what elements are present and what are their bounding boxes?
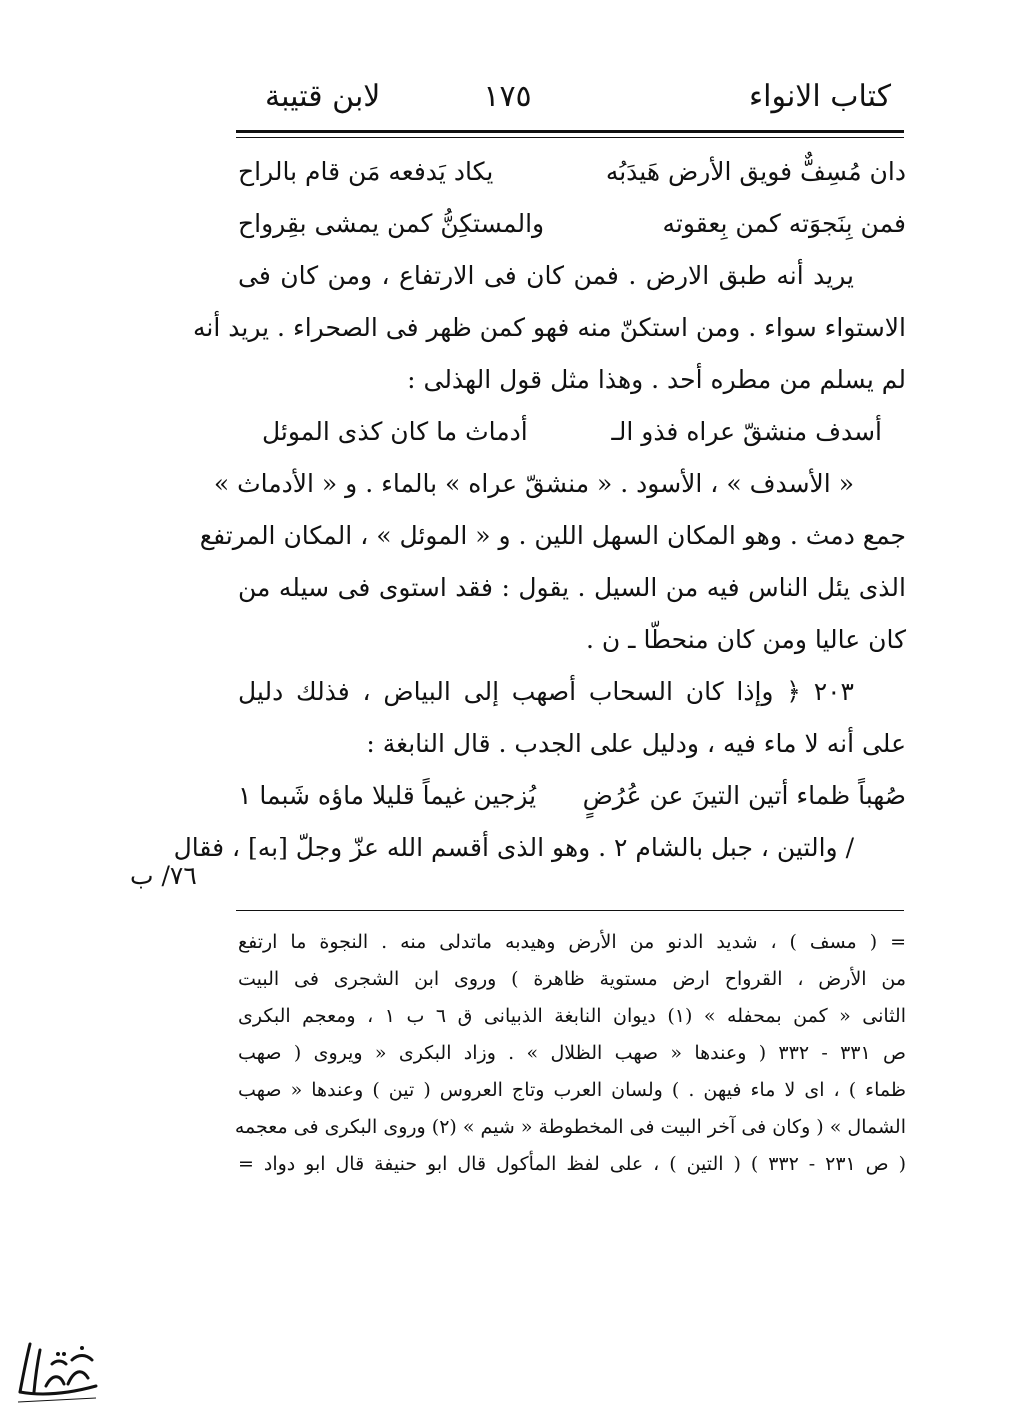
verse-line [238, 146, 906, 198]
body-line: « الأسدف » ، الأسود . « منشقّ عراه » بالماء . و « الأدماث » [213, 469, 854, 498]
body-line: كان عاليا ومن كان منحطّا ـ ن . [585, 625, 906, 654]
body-line: لم يسلم من مطره أحد . وهذا مثل قول الهذلى : [407, 365, 906, 394]
running-header-book-title: كتاب الانواء [749, 79, 891, 114]
library-seal-icon [12, 1330, 102, 1410]
footnote-line: الثانى « كمن بمحفله » (١) ديوان النابغة الذبيانى ق ٦ ب ١ ، ومعجم البكرى [238, 1005, 907, 1027]
footnote-line: ظماء ) ، اى لا ماء فيهن . ) ولسان العرب وتاج العروس ( تين ) وعندها « صهب [238, 1079, 906, 1101]
footnote-line: الشمال » ( وكان فى آخر البيت فى المخطوطة « شيم » (٢) وروى البكرى فى معجمه [234, 1116, 906, 1138]
footnote-line: من الأرض ، القرواح ارض مستوية ظاهرة ) وروى ابن الشجرى فى البيت [238, 968, 906, 990]
header-rule-thick [236, 130, 904, 133]
running-header-author: لابن قتيبة [265, 79, 381, 114]
body-line: يريد أنه طبق الارض . فمن كان فى الارتفاع ، ومن كان فى [238, 261, 854, 290]
verse-hemistich-second: يكاد يَدفعه مَن قام بالراح [238, 157, 494, 186]
verse-line [238, 770, 906, 822]
header-rule-thin [236, 137, 904, 138]
margin-folio-mark: ٧٦/ ب [130, 861, 197, 890]
footnote-separator [236, 910, 904, 911]
body-line: جمع دمث . وهو المكان السهل اللين . و « الموئل » ، المكان المرتفع [199, 521, 906, 550]
running-header-page-number: ١٧٥ [483, 79, 532, 114]
body-line: على أنه لا ماء فيه ، ودليل على الجدب . قال النابغة : [366, 729, 906, 758]
verse-hemistich-second: والمستكِنُّ كمن يمشى بقِرواح [238, 209, 545, 238]
verse-hemistich-first: دان مُسِفٌّ فويق الأرض هَيدَبُه [605, 157, 906, 186]
verse-line [238, 198, 906, 250]
verse-hemistich-first: أسدف منشقّ عراه فذو الـ [611, 417, 882, 446]
verse-hemistich-second: أدماث ما كان كذى الموئل [262, 417, 528, 446]
body-text [173, 146, 906, 874]
body-line: ٢٠٣ ﴿ وإذا كان السحاب أصهب إلى البياض ، فذلك دليل [238, 677, 854, 706]
verse-hemistich-second: يُزجين غيماً قليلا ماؤه شَبما ١ [238, 781, 537, 810]
body-line: / والتين ، جبل بالشام ٢ . وهو الذى أقسم الله عزّ وجلّ [به] ، فقال [173, 833, 854, 862]
footnote-line: ص ٣٣١ - ٣٣٢ ( وعندها « صهب الظلال » . وزاد البكرى « ويروى ( صهب [238, 1042, 906, 1064]
verse-hemistich-first: فمن بِنَجوَته كمن بِعقوته [662, 209, 906, 238]
footnotes [234, 924, 907, 1183]
verse-line [238, 406, 906, 458]
body-line: الاستواء سواء . ومن استكنّ منه فهو كمن ظهر فى الصحراء . يريد أنه [193, 313, 906, 342]
footnote-line: ( ص ٢٣١ - ٣٣٢ ) ( التين ) ، على لفظ المأكول قال ابو حنيفة قال ابو دواد = [238, 1153, 907, 1175]
verse-hemistich-first: صُهباً ظماء أتين التينَ عن عُرُضٍ [582, 781, 906, 810]
body-line: الذى يئل الناس فيه من السيل . يقول : فقد استوى فى سيله من [238, 573, 906, 602]
footnote-line: = ( مسف ) ، شديد الدنو من الأرض وهيدبه ماتدلى منه . النجوة ما ارتفع [238, 931, 906, 953]
